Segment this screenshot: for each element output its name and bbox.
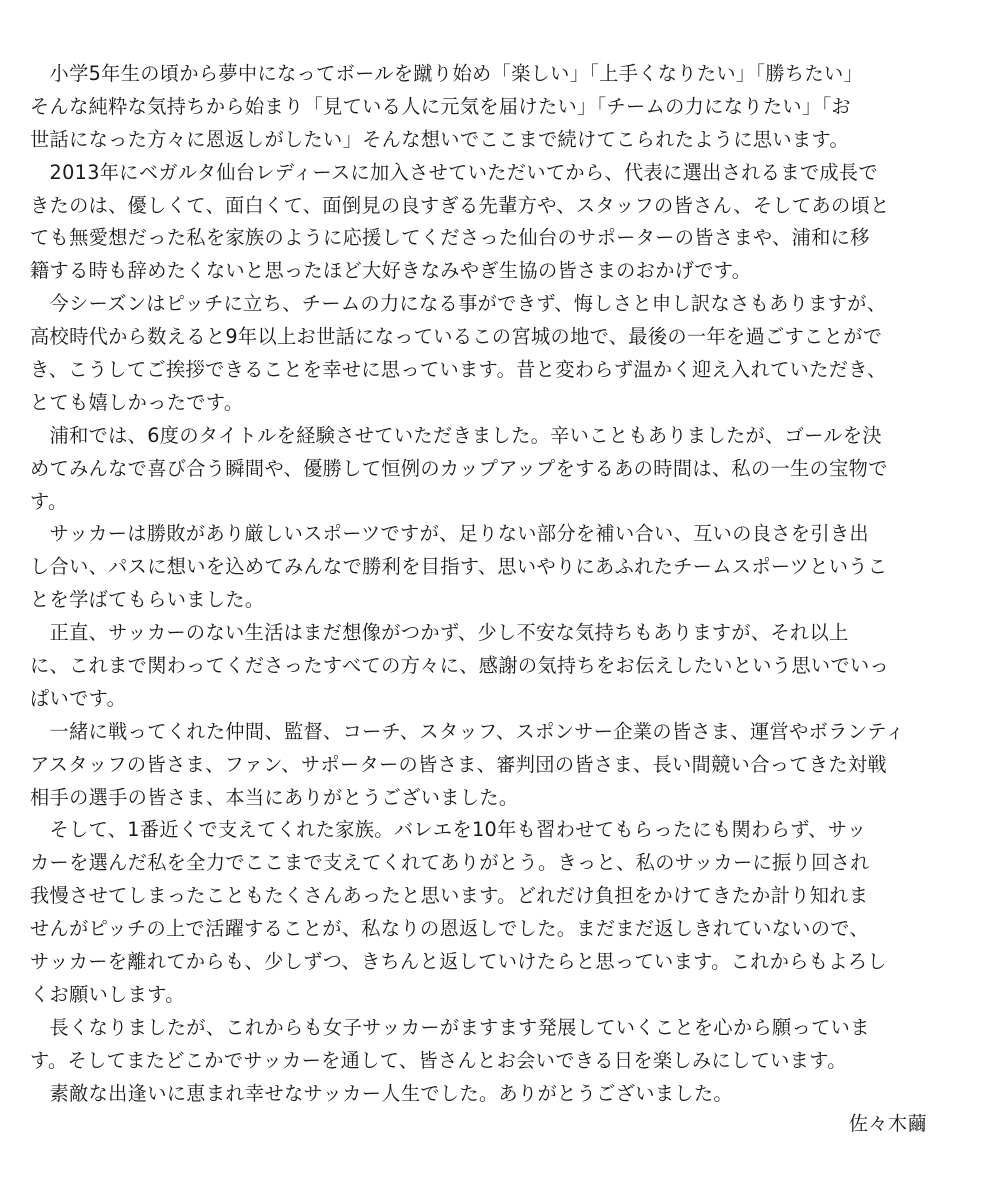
signature: 佐々木繭 [848, 1112, 927, 1135]
letter-line: 素敵な出逢いに恵まれ幸せなサッカー人生でした。ありがとうございました。 [30, 1081, 733, 1105]
letter-line: めてみんなで喜び合う瞬間や、優勝して恒例のカップアップをするあの時間は、私の一生の宝物で [30, 456, 888, 480]
letter-line: サッカーは勝敗があり厳しいスポーツですが、足りない部分を補い合い、互いの良さを引き出 [30, 522, 869, 546]
letter-line: サッカーを離れてからも、少しずつ、きちんと返していけたらと思っています。これからもよろし [30, 950, 887, 974]
letter-line: 正直、サッカーのない生活はまだ想像がつかず、少し不安な気持ちもありますが、それ以上 [30, 621, 849, 645]
letter-line: 浦和では、6度のタイトルを経験させていただきました。辛いこともありましたが、ゴールを決 [30, 423, 882, 447]
letter-line: とを学ばてもらいました。 [30, 588, 265, 612]
letter-line: す。 [30, 489, 68, 513]
letter-line: し合い、パスに想いを込めてみんなで勝利を目指す、思いやりにあふれたチームスポーツというこ [30, 555, 888, 579]
letter-line: そんな純粋な気持ちから始まり「見ている人に元気を届けたい」「チームの力になりたい」「お [30, 94, 851, 118]
letter-line: 我慢させてしまったこともたくさんあったと思います。どれだけ負担をかけてきたか計り知れま [30, 884, 869, 908]
letter-line: きたのは、優しくて、面白くて、面倒見の良すぎる先輩方や、スタッフの皆さん、そしてあの頃と [30, 193, 890, 217]
letter-line: 高校時代から数えると9年以上お世話になっているこの宮城の地で、最後の一年を過ごすことがで [30, 325, 883, 349]
letter-line: に、これまで関わってくださったすべての方々に、感謝の気持ちをお伝えしたいという思いでいっ [30, 654, 890, 678]
letter-line: 小学5年生の頃から夢中になってボールを蹴り始め「楽しい」「上手くなりたい」「勝ちたい」 [30, 62, 864, 85]
letter-line: 相手の選手の皆さま、本当にありがとうございました。 [30, 785, 519, 809]
letter-line: き、こうしてご挨拶できることを幸せに思っています。昔と変わらず温かく迎え入れていただき、 [30, 358, 887, 382]
letter-body [30, 58, 966, 1111]
letter-line: 一緒に戦ってくれた仲間、監督、コーチ、スタッフ、スポンサー企業の皆さま、運営やボランティ [30, 719, 905, 743]
letter-line: す。そしてまたどこかでサッカーを通して、皆さんとお会いできる日を楽しみにしています。 [30, 1048, 847, 1072]
letter-line: 今シーズンはピッチに立ち、チームの力になる事ができず、悔しさと申し訳なさもありますが、 [30, 292, 887, 316]
letter-line: 長くなりましたが、これからも女子サッカーがますます発展していくことを心から願っていま [30, 1015, 870, 1039]
letter-line: ぱいです。 [30, 686, 127, 710]
letter-line: 籍する時も辞めたくないと思ったほど大好きなみやぎ生協の皆さまのおかげです。 [30, 259, 752, 283]
letter-line: そして、1番近くで支えてくれた家族。バレエを10年も習わせてもらったにも関わらず、サッ [30, 818, 867, 842]
letter-line: カーを選んだ私を全力でここまで支えてくれてありがとう。きっと、私のサッカーに振り回され [30, 851, 870, 875]
letter-line: 世話になった方々に恩返しがしたい」そんな想いでここまで続けてこられたように思います。 [30, 127, 850, 151]
letter-line: とても嬉しかったです。 [30, 390, 244, 414]
letter-line: くお願いします。 [30, 982, 185, 1006]
letter-line: せんがピッチの上で活躍することが、私なりの恩返しでした。まだまだ返しきれていないので、 [30, 917, 869, 941]
letter-line: 2013年にベガルタ仙台レディースに加入させていただいてから、代表に選出されるまで成長で [30, 160, 879, 184]
letter-line: アスタッフの皆さま、ファン、サポーターの皆さま、審判団の皆さま、長い間競い合ってきた対戦 [30, 752, 887, 776]
letter-line: ても無愛想だった私を家族のように応援してくださった仙台のサポーターの皆さまや、浦和に移 [30, 226, 870, 250]
